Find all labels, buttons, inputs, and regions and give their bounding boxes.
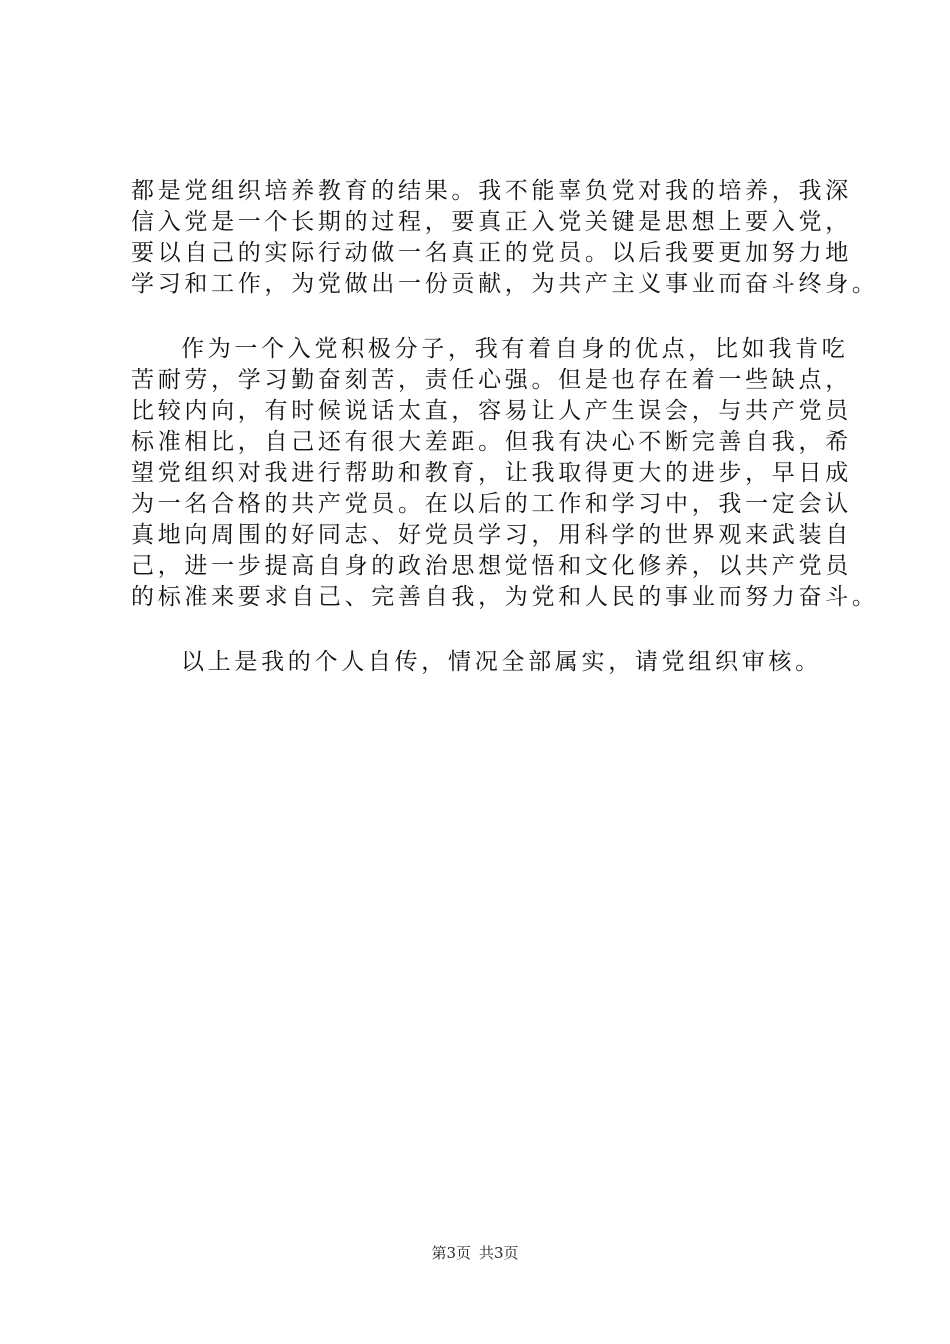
paragraph-3 [131, 647, 851, 678]
paragraph-line: 标准相比，自己还有很大差距。但我有决心不断完善自我，希 [131, 429, 852, 455]
paragraph-line: 苦耐劳，学习勤奋刻苦，责任心强。但是也存在着一些缺点， [131, 367, 852, 393]
page-number: 第3页 [431, 1244, 471, 1262]
page-total: 共3页 [479, 1244, 519, 1262]
paragraph-line: 为一名合格的共产党员。在以后的工作和学习中，我一定会认 [131, 491, 852, 517]
page-footer [0, 1243, 950, 1263]
paragraph-line: 信入党是一个长期的过程，要真正入党关键是思想上要入党， [131, 209, 852, 235]
paragraph-line: 的标准来要求自己、完善自我，为党和人民的事业而努力奋斗。 [131, 584, 879, 610]
paragraph-line: 以上是我的个人自传，情况全部属实，请党组织审核。 [181, 649, 822, 675]
paragraph-1 [131, 176, 879, 300]
paragraph-line: 望党组织对我进行帮助和教育，让我取得更大的进步，早日成 [131, 460, 852, 486]
paragraph-line: 比较内向，有时候说话太直，容易让人产生误会，与共产党员 [131, 398, 852, 424]
paragraph-line: 己，进一步提高自身的政治思想觉悟和文化修养，以共产党员 [131, 553, 852, 579]
paragraph-spacer [131, 613, 851, 647]
paragraph-line: 要以自己的实际行动做一名真正的党员。以后我要更加努力地 [131, 240, 852, 266]
paragraph-line: 作为一个入党积极分子，我有着自身的优点，比如我肯吃 [181, 336, 849, 362]
document-body [131, 176, 879, 678]
paragraph-line: 学习和工作，为党做出一份贡献，为共产主义事业而奋斗终身。 [131, 271, 879, 297]
paragraph-spacer [131, 300, 851, 334]
paragraph-line: 都是党组织培养教育的结果。我不能辜负党对我的培养，我深 [131, 178, 852, 204]
paragraph-line: 真地向周围的好同志、好党员学习，用科学的世界观来武装自 [131, 522, 852, 548]
paragraph-2 [131, 334, 879, 613]
